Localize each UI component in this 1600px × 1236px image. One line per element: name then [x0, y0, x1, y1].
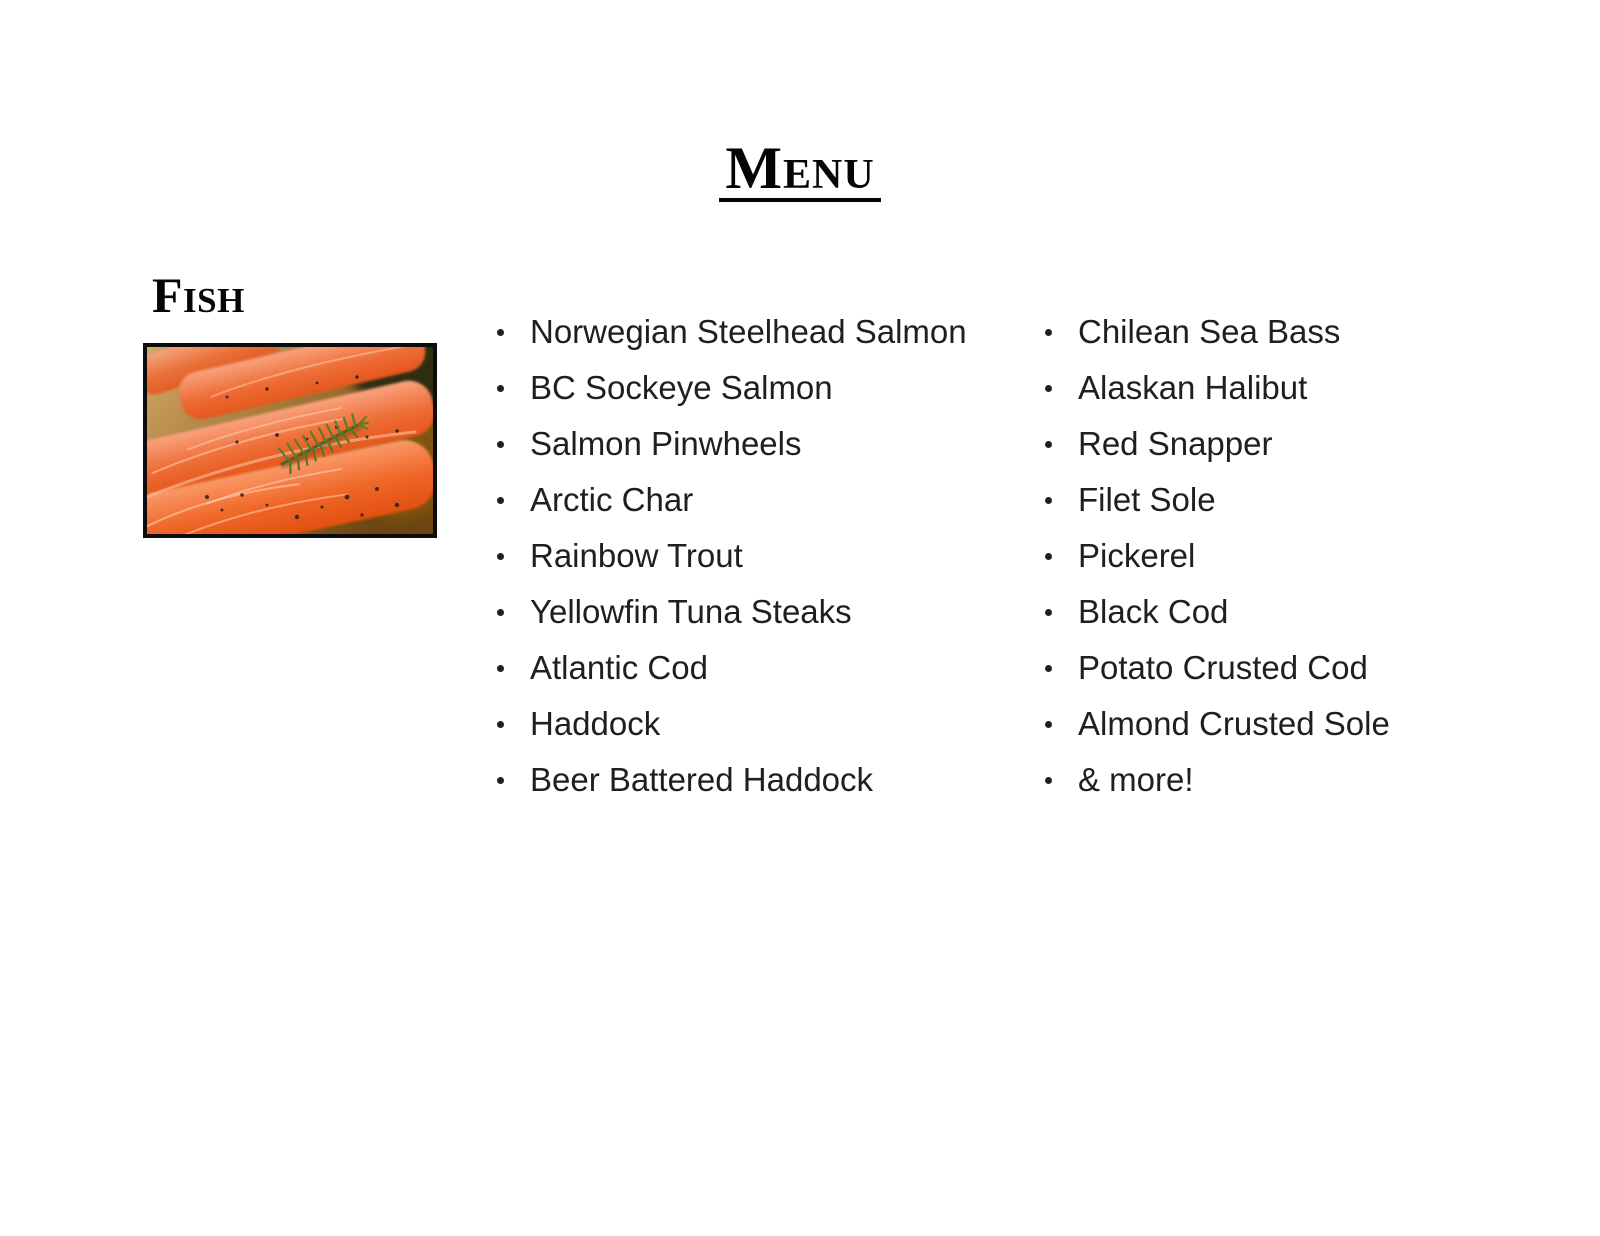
bullet-icon — [1045, 329, 1052, 336]
list-item — [1045, 640, 1390, 696]
list-item-text: Salmon Pinwheels — [530, 425, 802, 462]
list-item — [497, 472, 967, 528]
bullet-icon — [497, 553, 504, 560]
list-item — [1045, 416, 1390, 472]
page-title-text: Menu — [719, 138, 880, 202]
bullet-icon — [497, 441, 504, 448]
list-item — [497, 640, 967, 696]
list-item-text: Arctic Char — [530, 481, 694, 518]
list-item-text: Beer Battered Haddock — [530, 761, 874, 798]
bullet-icon — [1045, 497, 1052, 504]
list-item — [1045, 360, 1390, 416]
list-item — [1045, 528, 1390, 584]
list-item-text: Atlantic Cod — [530, 649, 708, 686]
bullet-icon — [497, 777, 504, 784]
bullet-icon — [497, 385, 504, 392]
bullet-icon — [497, 665, 504, 672]
list-item-text: Pickerel — [1078, 537, 1196, 574]
list-item-text: Chilean Sea Bass — [1078, 313, 1341, 350]
bullet-icon — [497, 497, 504, 504]
bullet-icon — [1045, 441, 1052, 448]
list-item-text: Black Cod — [1078, 593, 1229, 630]
list-item — [497, 584, 967, 640]
list-item — [497, 360, 967, 416]
section-heading-fish: Fish — [152, 267, 245, 323]
list-item — [1045, 696, 1390, 752]
bullet-icon — [497, 609, 504, 616]
list-item-text: BC Sockeye Salmon — [530, 369, 833, 406]
list-item-text: Haddock — [530, 705, 661, 742]
bullet-icon — [497, 329, 504, 336]
list-item — [1045, 752, 1390, 808]
bullet-icon — [1045, 777, 1052, 784]
salmon-photo — [143, 343, 437, 538]
list-item — [497, 528, 967, 584]
bullet-icon — [1045, 609, 1052, 616]
list-item — [497, 416, 967, 472]
list-item-text: Red Snapper — [1078, 425, 1273, 462]
bullet-icon — [497, 721, 504, 728]
bullet-icon — [1045, 721, 1052, 728]
list-item — [1045, 304, 1390, 360]
list-item — [497, 696, 967, 752]
list-item — [497, 752, 967, 808]
list-item — [497, 304, 967, 360]
salmon-photo-art — [147, 347, 433, 534]
fish-list-column-1 — [497, 304, 967, 808]
page-title — [0, 135, 1600, 202]
list-item-text: Potato Crusted Cod — [1078, 649, 1368, 686]
list-item-text: Rainbow Trout — [530, 537, 743, 574]
fish-list-column-2 — [1045, 304, 1390, 808]
bullet-icon — [1045, 385, 1052, 392]
list-item-text: Almond Crusted Sole — [1078, 705, 1390, 742]
list-item-text: Alaskan Halibut — [1078, 369, 1308, 406]
list-item-text: Yellowfin Tuna Steaks — [530, 593, 852, 630]
list-item-text: & more! — [1078, 761, 1194, 798]
list-item-text: Filet Sole — [1078, 481, 1216, 518]
list-item — [1045, 472, 1390, 528]
bullet-icon — [1045, 665, 1052, 672]
list-item — [1045, 584, 1390, 640]
bullet-icon — [1045, 553, 1052, 560]
list-item-text: Norwegian Steelhead Salmon — [530, 313, 967, 350]
